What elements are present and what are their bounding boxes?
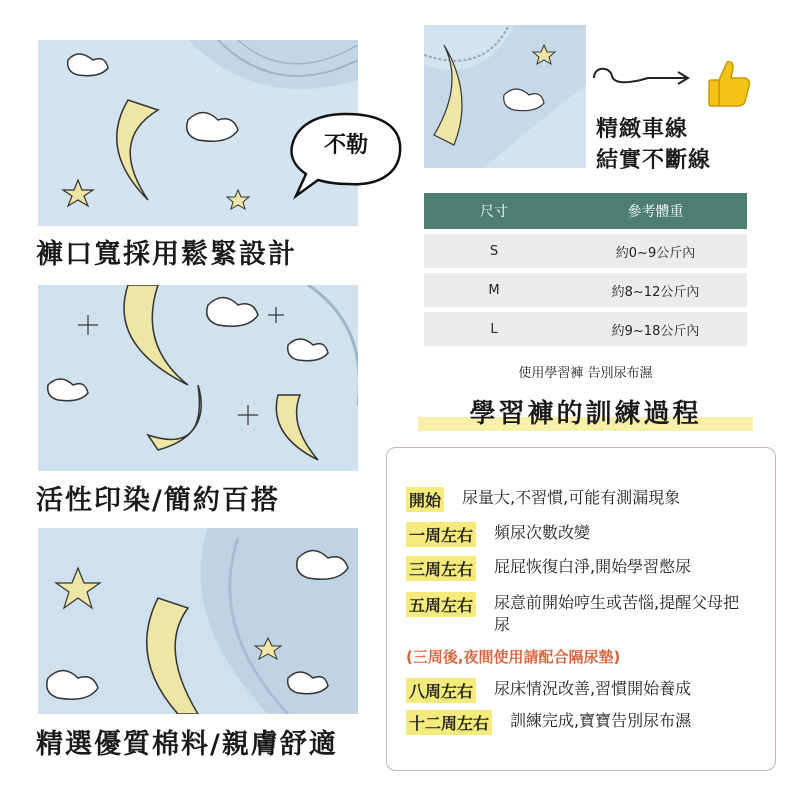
size-cell: M: [488, 282, 500, 298]
bubble-text: 不勒: [323, 133, 368, 158]
process-step: [406, 487, 680, 512]
step-desc: 尿床情況改善,習慣開始養成: [494, 679, 692, 698]
process-step: [406, 522, 590, 547]
size-table-header: [424, 193, 747, 229]
step-desc: 尿量大,不習慣,可能有測漏現象: [462, 488, 681, 507]
step-desc: 頻尿次數改變: [494, 523, 591, 542]
step-label: 開始: [406, 487, 444, 512]
step-desc: 屁屁恢復白淨,開始學習憋尿: [494, 557, 692, 576]
caption-waist: 褲口寬採用鬆緊設計: [36, 239, 297, 270]
header-weight: 參考體重: [627, 204, 684, 220]
process-step: [406, 592, 744, 636]
step-label: 一周左右: [406, 522, 476, 547]
print-photo: [38, 285, 358, 471]
size-cell: S: [489, 243, 499, 259]
process-title-wrap: [418, 393, 753, 435]
caption-fabric: 精選優質棉料/親膚舒適: [36, 729, 338, 760]
stitching-photo: [424, 25, 586, 168]
step-label: 八周左右: [406, 678, 476, 703]
process-step: [406, 556, 691, 581]
size-table: [424, 193, 747, 346]
step-desc: 尿意前開始哼生或苦惱,提醒父母把尿: [494, 593, 740, 634]
process-note: (三周後,夜間使用請配合隔尿墊): [406, 648, 621, 666]
step-label: 五周左右: [406, 592, 476, 617]
feature-line-2: 結實不斷線: [596, 148, 712, 173]
caption-print: 活性印染/簡約百搭: [36, 485, 280, 516]
weight-cell: 約8~12公斤內: [611, 284, 700, 300]
feature-line-1: 精緻車線: [596, 117, 689, 142]
step-label: 三周左右: [406, 556, 476, 581]
step-desc: 訓練完成,寶寶告別尿布濕: [510, 711, 692, 730]
step-label: 十二周左右: [406, 710, 492, 735]
process-step: [406, 710, 691, 735]
fabric-photo: [38, 528, 358, 714]
process-step: [406, 678, 691, 703]
weight-cell: 約0~9公斤內: [615, 245, 696, 261]
table-row: [424, 234, 747, 268]
size-cell: L: [490, 321, 498, 337]
process-title: 學習褲的訓練過程: [469, 399, 702, 429]
curved-arrow-icon: [588, 62, 698, 92]
header-size: 尺寸: [480, 204, 508, 220]
weight-cell: 約9~18公斤內: [611, 323, 700, 339]
thumbs-up-icon: [705, 58, 751, 108]
table-row: [424, 273, 747, 307]
table-row: [424, 312, 747, 346]
tagline: 使用學習褲 告別尿布濕: [518, 366, 653, 381]
